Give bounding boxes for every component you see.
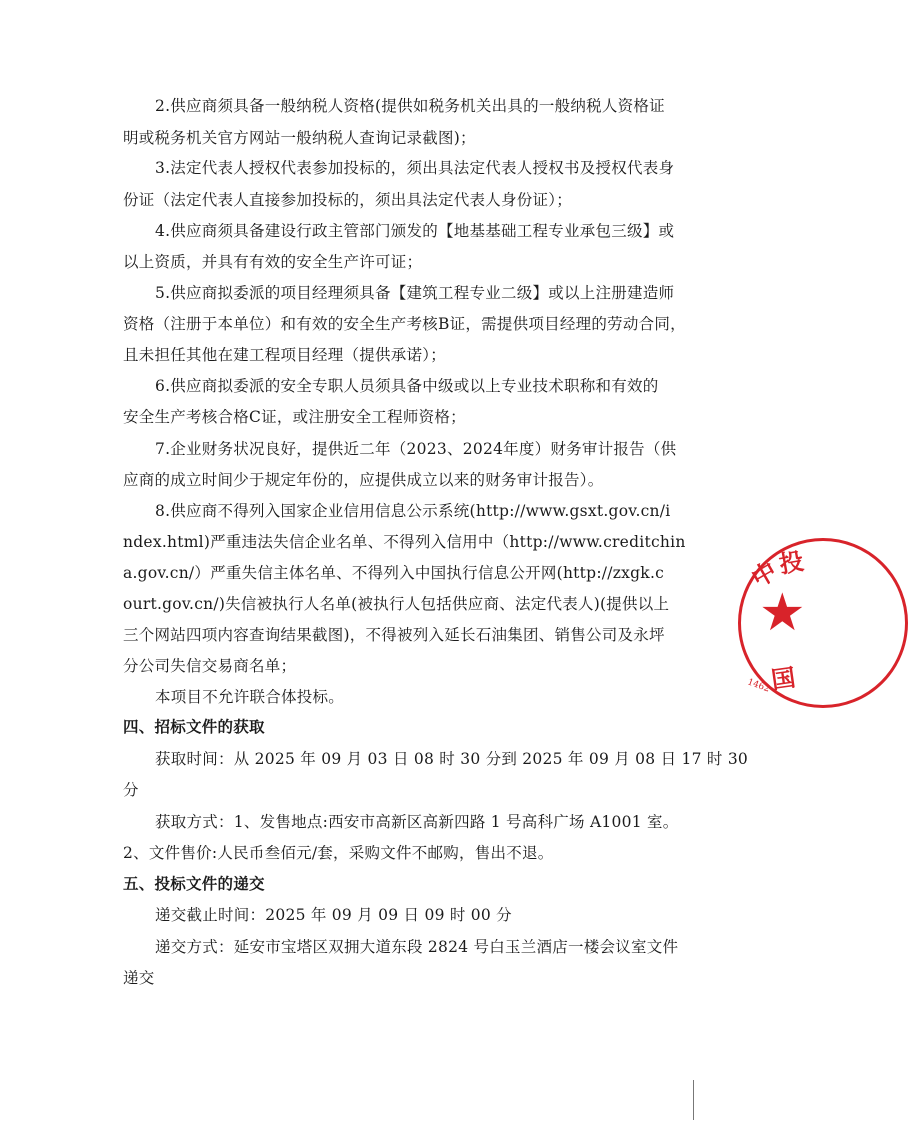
seal-number: 1462 [745, 677, 771, 695]
paragraph-line: 资格（注册于本单位）和有效的安全生产考核B证，需提供项目经理的劳动合同， [123, 315, 686, 333]
paragraph-line: 份证（法定代表人直接参加投标的，须出具法定代表人身份证）； [123, 191, 573, 209]
red-seal-stamp: 中 投 ★ 国 1462 [738, 538, 908, 708]
paragraph-line: 分 [123, 781, 139, 799]
paragraph-line: 递交截止时间：2025 年 09 月 09 日 09 时 00 分 [155, 906, 512, 924]
paragraph-line: 本项目不允许联合体投标。 [155, 688, 345, 706]
paragraph-line: 2.供应商须具备一般纳税人资格(提供如税务机关出具的一般纳税人资格证 [155, 97, 665, 115]
paragraph-line: 安全生产考核合格C证，或注册安全工程师资格； [123, 408, 466, 426]
paragraph-line: 分公司失信交易商名单； [123, 657, 297, 675]
paragraph-line: 明或税务机关官方网站一般纳税人查询记录截图)； [123, 129, 476, 147]
scan-mark [693, 1080, 694, 1120]
seal-char: 投 [777, 547, 806, 579]
paragraph-line: 递交方式：延安市宝塔区双拥大道东段 2824 号白玉兰酒店一楼会议室文件 [155, 938, 679, 956]
section-heading-4: 四、招标文件的获取 [123, 718, 265, 736]
paragraph-line: 获取时间：从 2025 年 09 月 03 日 08 时 30 分到 2025 年 09 月 08 日 17 时 30 [155, 750, 749, 768]
paragraph-line: 三个网站四项内容查询结果截图)，不得被列入延长石油集团、销售公司及永坪 [123, 626, 665, 644]
paragraph-line: ourt.gov.cn/)失信被执行人名单(被执行人包括供应商、法定代表人)(提供以上 [123, 595, 670, 613]
seal-char: 中 [746, 556, 782, 593]
paragraph-line: 且未担任其他在建工程项目经理（提供承诺）； [123, 346, 447, 364]
paragraph-line: 2、文件售价:人民币叁佰元/套，采购文件不邮购，售出不退。 [123, 844, 554, 862]
seal-char: 国 [769, 663, 798, 695]
paragraph-line: 6.供应商拟委派的安全专职人员须具备中级或以上专业技术职称和有效的 [155, 377, 659, 395]
paragraph-line: 应商的成立时间少于规定年份的，应提供成立以来的财务审计报告）。 [123, 471, 604, 489]
paragraph-line: 7.企业财务状况良好，提供近二年（2023、2024年度）财务审计报告（供 [155, 440, 677, 458]
paragraph-line: ndex.html)严重违法失信企业名单、不得列入信用中（http://www.creditchin [123, 533, 686, 551]
paragraph-line: 8.供应商不得列入国家企业信用信息公示系统(http://www.gsxt.gov.cn/i [155, 502, 671, 520]
paragraph-line: 4.供应商须具备建设行政主管部门颁发的【地基基础工程专业承包三级】或 [155, 222, 675, 240]
section-heading-5: 五、投标文件的递交 [123, 875, 265, 893]
paragraph-line: 获取方式：1、发售地点:西安市高新区高新四路 1 号高科广场 A1001 室。 [155, 813, 679, 831]
paragraph-line: 递交 [123, 969, 155, 987]
paragraph-line: a.gov.cn/）严重失信主体名单、不得列入中国执行信息公开网(http://zxgk.c [123, 564, 665, 582]
paragraph-line: 3.法定代表人授权代表参加投标的，须出具法定代表人授权书及授权代表身 [155, 159, 675, 177]
paragraph-line: 5.供应商拟委派的项目经理须具备【建筑工程专业二级】或以上注册建造师 [155, 284, 675, 302]
paragraph-line: 以上资质，并具有有效的安全生产许可证； [123, 253, 423, 271]
